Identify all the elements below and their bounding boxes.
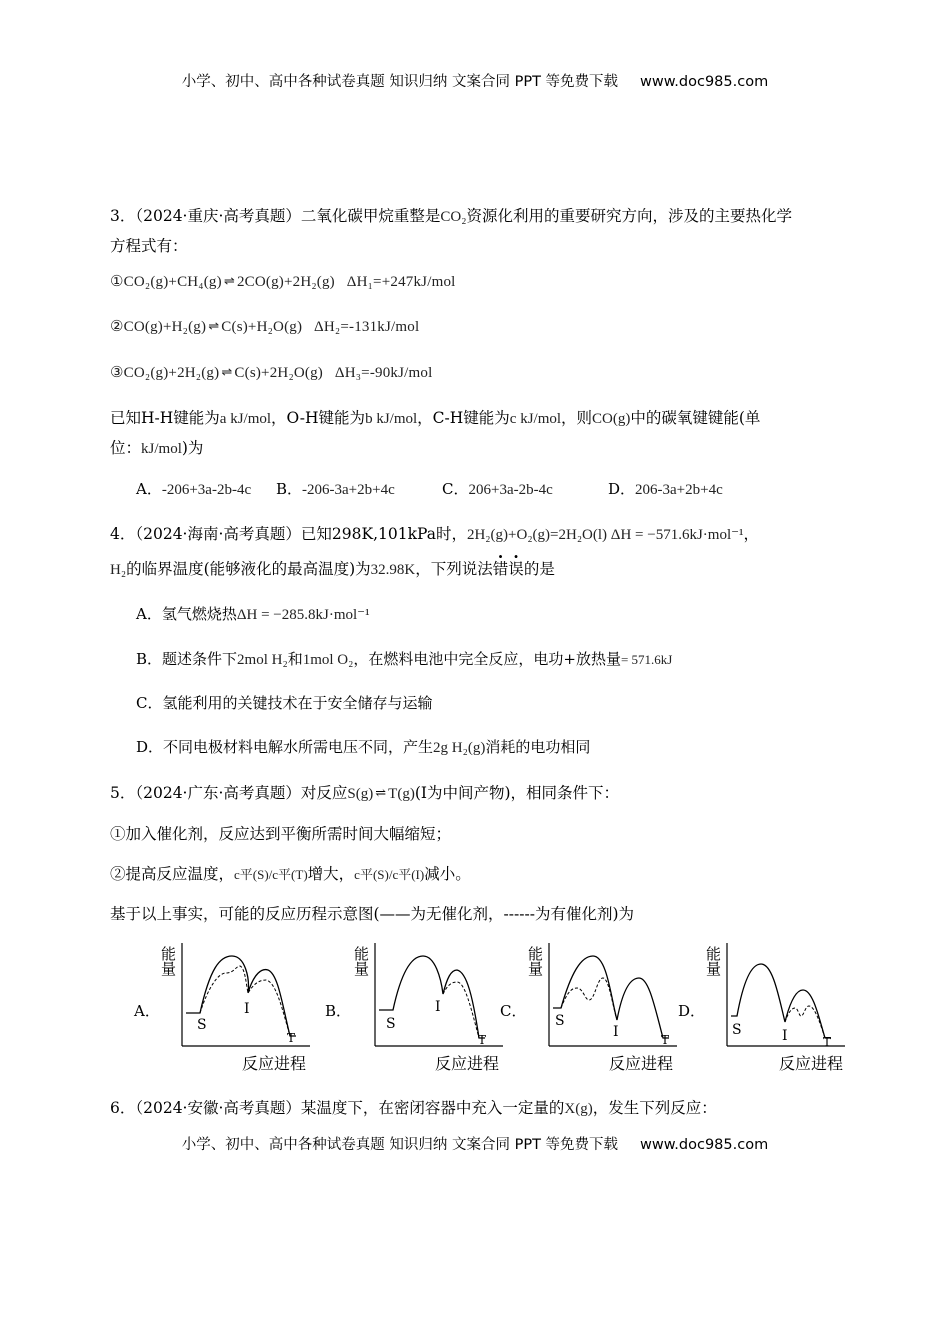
q3-co2: CO₂ (440, 209, 467, 225)
q4-text-2: ，下列说法 (415, 560, 493, 578)
eq2-num: ② (110, 319, 124, 335)
fact2-text-2: 增大， (307, 865, 355, 883)
equilibrium-arrow-icon: ⇌ (223, 273, 235, 288)
point-t: T (661, 1033, 670, 1047)
q4-text: 的临界温度(能够液化的最高温度)为 (126, 560, 371, 578)
q3-option-c[interactable] (442, 478, 553, 499)
point-t: T (478, 1033, 487, 1047)
eq1-dh: ΔH₁=+247kJ/mol (346, 274, 456, 290)
know-unit: kJ/mol (141, 441, 182, 457)
q6-stem-tail: ，发生下列反应： (592, 1099, 717, 1117)
diagram-a-label[interactable]: A． (134, 1002, 160, 1020)
header-text: 小学、初中、高中各种试卷真题 知识归纳 文案合同 PPT 等免费下载 (181, 74, 619, 90)
q6-line1 (110, 1096, 717, 1121)
equilibrium-arrow-icon: ⇌ (375, 786, 387, 801)
option-text: 氢气燃烧热 (161, 605, 237, 623)
option-text: 206-3a+2b+4c (635, 482, 723, 498)
q5-t: T(g) (388, 786, 415, 802)
option-label: B． (136, 650, 163, 668)
q5-fact2 (110, 862, 471, 887)
q5-fact1: ①加入催化剂，反应达到平衡所需时间大幅缩短； (110, 825, 452, 843)
catalyzed-curve (785, 1006, 825, 1038)
q5-s: S(g) (347, 786, 374, 802)
q5-stem-tail: (I为中间产物)，相同条件下： (414, 784, 620, 802)
eq1-num: ① (110, 274, 124, 290)
eq3-lhs: CO₂(g)+2H₂(g) (123, 365, 220, 381)
q6-stem: 6．（2024·安徽·高考真题）某温度下，在密闭容器中充入一定量的 (110, 1099, 565, 1117)
y-label: 能量 (159, 946, 177, 976)
fact2-ratio-1: c平(S)/c平(T) (234, 867, 308, 882)
know-text-6a: 位： (110, 439, 142, 457)
option-label: B． (276, 480, 303, 498)
option-formula: 2g H₂(g) (433, 740, 486, 756)
equilibrium-arrow-icon: ⇌ (208, 318, 220, 333)
q3-stem-tail: 资源化利用的重要研究方向，涉及的主要热化学 (466, 207, 793, 225)
diagram-d (695, 938, 870, 1076)
q4-equation: 2H₂(g)+O₂(g)=2H₂O(l) ΔH = −571.6kJ·mol⁻¹ (466, 527, 744, 543)
diagram-b (343, 938, 518, 1076)
point-s: S (555, 1013, 565, 1029)
q3-line2: 方程式有： (110, 237, 188, 255)
diagram-d-label[interactable]: D． (678, 1002, 706, 1020)
q3-option-d[interactable] (608, 478, 723, 499)
know-a: a kJ/mol (219, 411, 272, 427)
point-t: T (287, 1031, 296, 1045)
q5-stem: 5．（2024·广东·高考真题）对反应 (110, 784, 348, 802)
q3-known-line1 (110, 406, 760, 431)
point-i: I (435, 999, 441, 1015)
q3-eq3 (110, 361, 432, 385)
point-s: S (732, 1022, 742, 1038)
option-label: C． (136, 694, 163, 712)
q3-eq1 (110, 270, 456, 294)
q4-option-d[interactable] (136, 736, 590, 757)
x-label: 反应进程 (779, 1054, 844, 1073)
q5-line4: 基于以上事实，可能的反应历程示意图(——为无催化剂，------为有催化剂)为 (110, 905, 635, 923)
option-formula: 1mol O₂ (302, 652, 354, 668)
diagram-a (150, 938, 325, 1076)
footer-text: 小学、初中、高中各种试卷真题 知识归纳 文案合同 PPT 等免费下载 (181, 1137, 619, 1153)
know-c: c kJ/mol (509, 411, 562, 427)
option-text: 206+3a-2b-4c (468, 482, 553, 498)
q4-stem-tail: ， (743, 525, 760, 543)
option-text: ，在燃料电池中完全反应，电功+放热量 (353, 650, 621, 668)
option-label: C． (442, 480, 469, 498)
q4-text-3: 的是 (523, 560, 555, 578)
q3-known-line2 (110, 436, 203, 461)
know-text-6c: )为 (181, 439, 204, 457)
option-text: -206+3a-2b-4c (161, 482, 252, 498)
point-i: I (782, 1028, 788, 1044)
uncatalyzed-curve (731, 964, 831, 1038)
q4-option-a[interactable] (136, 603, 370, 624)
eq3-num: ③ (110, 365, 124, 381)
q4-option-b[interactable] (136, 648, 672, 669)
point-i: I (613, 1024, 619, 1040)
option-text: 和 (287, 650, 303, 668)
option-label: D． (608, 480, 636, 498)
option-formula: 2mol H₂ (237, 652, 288, 668)
x-label: 反应进程 (435, 1054, 500, 1073)
y-label: 能量 (704, 946, 722, 976)
know-text-3: ，C-H键能为 (417, 409, 510, 427)
page-header (0, 70, 950, 91)
q4-emphasis-2: 误 (508, 560, 524, 578)
know-text-1: 已知H-H键能为 (110, 409, 220, 427)
q3-stem: 3．（2024·重庆·高考真题）二氧化碳甲烷重整是 (110, 207, 441, 225)
eq3-dh: ΔH₃=-90kJ/mol (334, 365, 433, 381)
know-co: CO(g) (592, 411, 631, 427)
eq1-rhs: 2CO(g)+2H₂(g) (236, 274, 335, 290)
q4-line1 (110, 522, 759, 547)
eq3-rhs: C(s)+2H₂O(g) (234, 365, 323, 381)
y-label: 能量 (526, 946, 544, 976)
fact2-text: ②提高反应温度， (110, 865, 235, 883)
option-text: 氢能利用的关键技术在于安全储存与运输 (162, 694, 433, 712)
option-formula: = 571.6kJ (620, 652, 673, 667)
know-b: b kJ/mol (365, 411, 418, 427)
equilibrium-arrow-icon: ⇌ (221, 364, 233, 379)
option-label: A． (136, 480, 162, 498)
option-text: 消耗的电功相同 (485, 738, 591, 756)
fact2-text-3: 减小。 (424, 865, 471, 883)
q4-option-c[interactable] (136, 692, 433, 713)
q3-option-b[interactable] (276, 478, 395, 499)
q4-h2: H₂ (110, 562, 127, 578)
x-label: 反应进程 (609, 1054, 674, 1073)
fact2-ratio-2: c平(S)/c平(I) (354, 867, 425, 882)
diagram-c (517, 938, 692, 1076)
option-text: -206-3a+2b+4c (302, 482, 395, 498)
q6-x: X(g) (564, 1101, 593, 1117)
know-text-2: ，O-H键能为 (271, 409, 366, 427)
point-s: S (197, 1017, 207, 1033)
point-s: S (386, 1016, 396, 1032)
option-text: 题述条件下 (162, 650, 238, 668)
know-text-5: 中的碳氧键键能(单 (630, 409, 761, 427)
diagram-c-label[interactable]: C． (500, 1002, 527, 1020)
q4-emphasis-1: 错 (492, 560, 509, 578)
option-text: 不同电极材料电解水所需电压不同，产生 (163, 738, 434, 756)
q4-line2 (110, 557, 555, 582)
q5-line1 (110, 781, 619, 807)
y-label: 能量 (352, 946, 370, 976)
option-label: D． (136, 738, 164, 756)
header-site: www.doc985.com (640, 74, 769, 90)
footer-site: www.doc985.com (640, 1137, 769, 1153)
point-t: T (823, 1035, 832, 1049)
option-label: A． (136, 605, 162, 623)
q3-line1 (110, 204, 792, 229)
eq1-lhs: CO₂(g)+CH₄(g) (123, 274, 222, 290)
q4-temp: 32.98K (370, 562, 416, 578)
x-label: 反应进程 (242, 1054, 307, 1073)
point-i: I (244, 1001, 250, 1017)
q3-eq2 (110, 315, 419, 339)
uncatalyzed-curve (553, 956, 669, 1038)
q4-stem: 4．（2024·海南·高考真题）已知298K,101kPa时， (110, 525, 467, 543)
eq2-lhs: CO(g)+H₂(g) (123, 319, 207, 335)
option-formula: ΔH = −285.8kJ·mol⁻¹ (236, 607, 370, 623)
diagram-b-label[interactable]: B． (325, 1002, 352, 1020)
know-text-4: ，则 (561, 409, 593, 427)
q3-option-a[interactable] (136, 478, 251, 499)
eq2-rhs: C(s)+H₂O(g) (221, 319, 303, 335)
page-footer (0, 1133, 950, 1154)
eq2-dh: ΔH₂=-131kJ/mol (314, 319, 420, 335)
